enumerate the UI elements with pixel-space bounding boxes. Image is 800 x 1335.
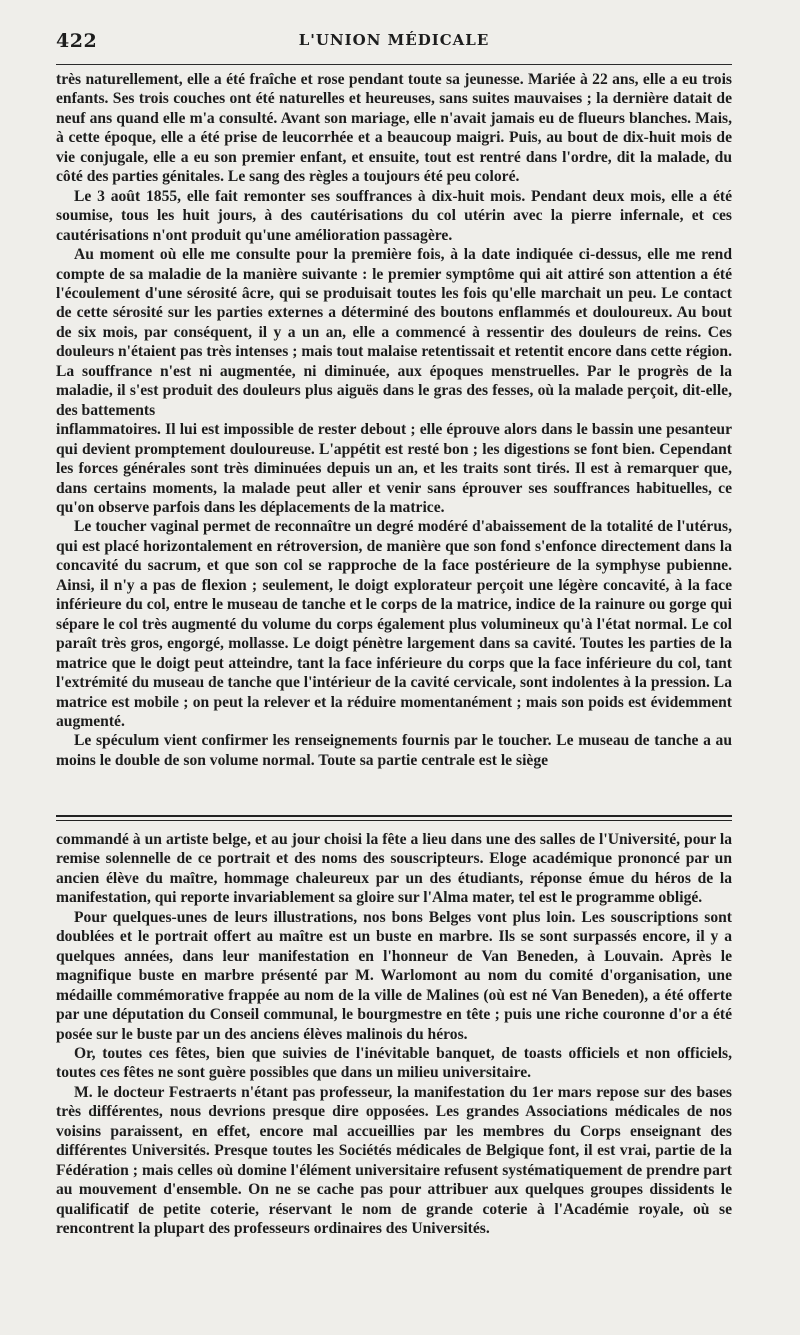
header-rule [56, 64, 732, 65]
running-head: L'UNION MÉDICALE [298, 31, 490, 49]
feuilleton-paragraph: Pour quelques-unes de leurs illustrations, nos bons Belges vont plus loin. Les souscriptions sont doublées et le portrait offert au maître est un buste en marbre. Ils se sont surpassés encore, il y a quelques années, dans leur manifestation en l'honneur de Van Beneden, à Louvain. Après le magnifique buste en marbre présenté par M. Warlomont au nom du comité d'organisation, une médaille commémorative frappée au nom de la ville de Malines (où est né Van Beneden), a été offerte par une députation du Conseil communal, le bourgmestre en tête ; puis une riche couronne d'or a été posée sur le buste par un des anciens élèves malinois du héros. [56, 908, 732, 1043]
article-paragraph: inflammatoires. Il lui est impossible de rester debout ; elle éprouve alors dans le bassin une pesanteur qui devient promptement douloureuse. L'appétit est resté bon ; les digestions se font bien. Cependant les forces générales sont très diminuées depuis un an, et les traits sont tirés. Il est à remarquer que, dans certains moments, la malade peut aller et venir sans éprouver ses souffrances habituelles, ce qu'on observe parfois dans les déplacements de la matrice. [56, 421, 732, 516]
page-header [56, 30, 732, 56]
feuilleton-paragraph: commandé à un artiste belge, et au jour choisi la fête a lieu dans une des salles de l'Université, pour la remise solennelle de ce portrait et des noms des souscripteurs. Eloge académique prononcé par un ancien élève du maître, hommage chaleureux par un des étudiants, réponse émue du héros de la manifestation, qui reporte invariablement sa gloire sur l'Alma mater, tel est le programme obligé. [56, 831, 732, 907]
article-paragraph: Le toucher vaginal permet de reconnaître un degré modéré d'abaissement de la totalité de l'utérus, qui est placé horizontalement en rétroversion, de manière que son fond s'enfonce directement dans la concavité du sacrum, et que son col se rapproche de la face postérieure de la symphyse pubienne. Ainsi, il n'y a pas de flexion ; seulement, le doigt explorateur perçoit une légère concavité, à la face inférieure du col, entre le museau de tanche et le corps de la matrice, indice de la rainure ou gorge qui sépare le col très augmenté du volume du corps également plus volumineux qu'à l'état normal. Le col paraît très gros, engorgé, mollasse. Le doigt pénètre largement dans sa cavité. Toutes les parties de la matrice que le doigt peut atteindre, tant la face inférieure du corps que la face inférieure du col, tant l'extrémité du museau de tanche que l'intérieur de la cavité cervicale, sont indolentes à la pression. La matrice est mobile ; on peut la relever et la réduire momentanément ; mais son poids est évidemment augmenté. [56, 518, 732, 730]
feuilleton-separator [56, 815, 732, 821]
feuilleton-section [56, 830, 732, 1239]
main-article [56, 70, 732, 770]
article-paragraph: Le spéculum vient confirmer les renseignements fournis par le toucher. Le museau de tanche a au moins le double de son volume normal. Toute sa partie centrale est le siège [56, 732, 732, 769]
article-paragraph: Au moment où elle me consulte pour la première fois, à la date indiquée ci-dessus, elle me rend compte de sa maladie de la manière suivante : le premier symptôme qui ait attiré son attention a été l'écoulement d'une sérosité âcre, qui se produisait toutes les fois qu'elle marchait un peu. Le contact de cette sérosité sur les parties externes a déterminé des boutons enflammés et douloureux. Au bout de six mois, par conséquent, il y a un an, elle a commencé à ressentir des douleurs de reins. Ces douleurs n'étaient pas très intenses ; mais tout malaise retentissait et retentit encore dans cette région. La souffrance n'est ni augmentée, ni diminuée, aux époques menstruelles. Par le progrès de la maladie, il s'est produit des douleurs plus aiguës dans le gras des fesses, où la malade perçoit, dit-elle, des battements [56, 246, 732, 419]
article-paragraph: très naturellement, elle a été fraîche et rose pendant toute sa jeunesse. Mariée à 22 ans, elle a eu trois enfants. Ses trois couches ont été naturelles et heureuses, sans suites mauvaises ; la dernière datait de neuf ans quand elle m'a consulté. Avant son mariage, elle n'avait jamais eu de flueurs blanches. Mais, à cette époque, elle a été prise de leucorrhée et a beaucoup maigri. Puis, au bout de dix-huit mois de vie conjugale, elle a eu son premier enfant, et ensuite, tout est rentré dans l'ordre, dit la malade, du côté des parties génitales. Le sang des règles a toujours été peu coloré. [56, 71, 732, 186]
feuilleton-paragraph: M. le docteur Festraerts n'étant pas professeur, la manifestation du 1er mars repose sur des bases très différentes, nous devrions presque dire opposées. Les grandes Associations médicales de nos voisins paraissent, en effet, encore mal accueillies par les membres du Corps enseignant des différentes Universités. Presque toutes les Sociétés médicales de Belgique font, il est vrai, partie de la Fédération ; mais celles où domine l'élément universitaire refusent systématiquement de prendre part au mouvement d'ensemble. On ne se cache pas pour attribuer aux quelques groupes dissidents le qualificatif de petite coterie, réservant le nom de grande coterie à l'Académie royale, où se rencontrent la plupart des professeurs ordinaires des Universités. [56, 1083, 732, 1238]
article-paragraph: Le 3 août 1855, elle fait remonter ses souffrances à dix-huit mois. Pendant deux mois, elle a été soumise, tous les huit jours, à des cautérisations du col utérin avec la pierre infernale, et ces cautérisations n'ont produit qu'une amélioration passagère. [56, 187, 732, 244]
page-number: 422 [56, 30, 98, 52]
feuilleton-paragraph: Or, toutes ces fêtes, bien que suivies de l'inévitable banquet, de toasts officiels et non officiels, toutes ces fêtes ne sont guère possibles que dans un milieu universitaire. [56, 1044, 732, 1082]
